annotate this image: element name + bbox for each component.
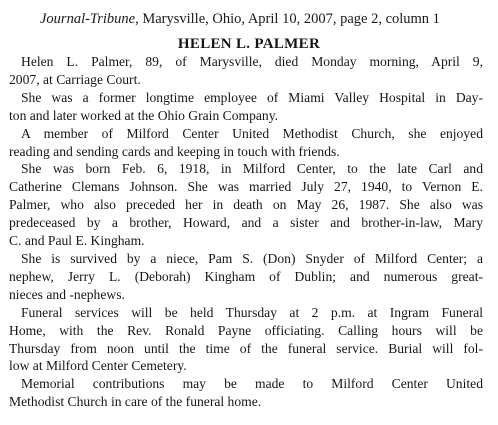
- obituary-line: C. and Paul E. Kingham.: [9, 233, 145, 249]
- obituary-line: 2007, at Carriage Court.: [9, 71, 141, 87]
- obituary-paragraph: [9, 250, 483, 304]
- obituary-line: Home, with the Rev. Ronald Payne officiating. Calling hours will be: [9, 322, 483, 338]
- obituary-line: nieces and -nephews.: [9, 286, 125, 302]
- obituary-line: Thursday from noon until the time of the funeral service. Burial will fol-: [9, 340, 483, 356]
- obituary-paragraph: [9, 304, 483, 376]
- obituary-line: ton and later worked at the Ohio Grain Company.: [9, 107, 279, 123]
- obituary-line: nephew, Jerry L. (Deborah) Kingham of Dublin; and numerous great-: [9, 268, 483, 284]
- obituary-body: [9, 53, 483, 411]
- obituary-line: Funeral services will be held Thursday at 2 p.m. at Ingram Funeral: [21, 304, 483, 320]
- obituary-line: Catherine Clemans Johnson. She was married July 27, 1940, to Vernon E.: [9, 179, 483, 195]
- obituary-line: reading and sending cards and keeping in touch with friends.: [9, 143, 340, 159]
- newspaper-clipping: [0, 33, 498, 425]
- obituary-line: low at Milford Center Cemetery.: [9, 358, 187, 374]
- obituary-paragraph: [9, 375, 483, 411]
- obituary-paragraph: [9, 125, 483, 161]
- obituary-paragraph: [9, 89, 483, 125]
- obituary-line: She is survived by a niece, Pam S. (Don) Snyder of Milford Center; a: [21, 250, 483, 266]
- obituary-line: Palmer, who also preceded her in death on May 26, 1987. She also was: [9, 197, 483, 213]
- obituary-line: She was born Feb. 6, 1918, in Milford Center, to the late Carl and: [21, 161, 483, 177]
- obituary-paragraph: [9, 160, 483, 250]
- citation-line: [40, 9, 490, 29]
- publication-details: , Marysville, Ohio, April 10, 2007, page 2, column 1: [135, 11, 440, 27]
- obituary-line: predeceased by a brother, Howard, and a sister and brother-in-law, Mary: [9, 215, 483, 231]
- obituary-line: She was a former longtime employee of Miami Valley Hospital in Day-: [21, 89, 483, 105]
- obituary-line: Memorial contributions may be made to Milford Center United: [21, 376, 483, 392]
- obituary-line: Helen L. Palmer, 89, of Marysville, died Monday morning, April 9,: [21, 54, 483, 69]
- obituary-paragraph: [9, 53, 483, 89]
- obituary-headline: HELEN L. PALMER: [177, 36, 321, 52]
- publication-name: Journal-Tribune: [40, 11, 136, 27]
- obituary-line: Methodist Church in care of the funeral home.: [9, 394, 262, 410]
- obituary-line: A member of Milford Center United Methodist Church, she enjoyed: [21, 125, 483, 141]
